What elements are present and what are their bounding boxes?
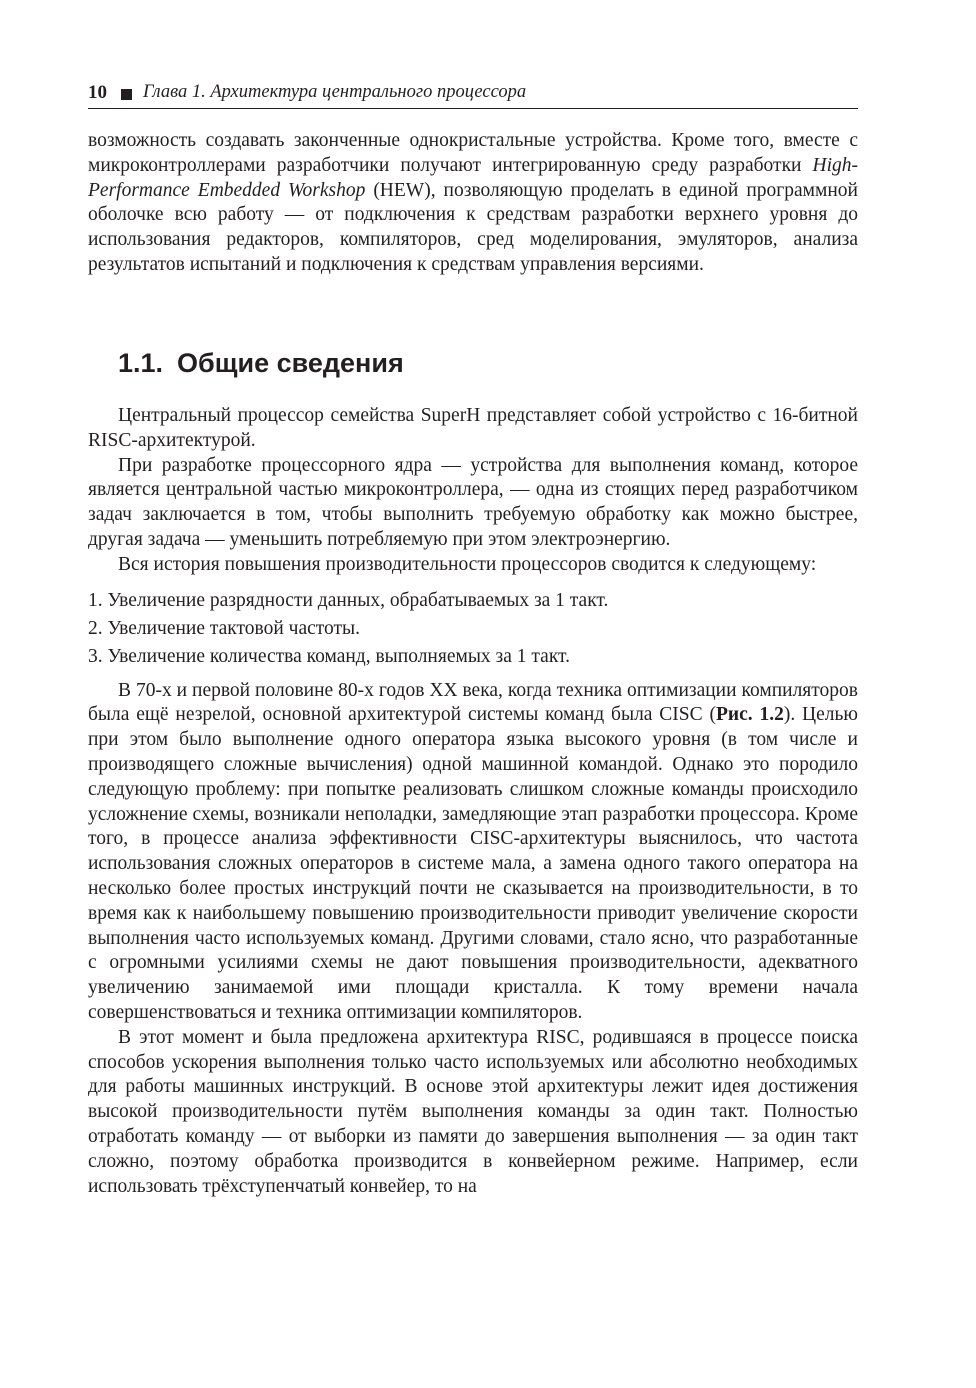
list-item: 1. Увеличение разрядности данных, обрабатываемых за 1 такт. <box>88 589 609 611</box>
figure-reference: Рис. 1.2 <box>715 704 784 726</box>
paragraph-3: Вся история повышения производительности процессоров сводится к следующему: <box>118 553 817 575</box>
list-item: 2. Увеличение тактовой частоты. <box>88 617 361 639</box>
hew-product-name: High-Performance Embedded Workshop <box>88 154 858 201</box>
intro-text-start: возможность создавать законченные однокристальные устройства. Кроме того, вместе с микроконтроллерами разработчики получают интегрированную среду разработки <box>88 130 858 176</box>
section-body <box>88 404 858 1199</box>
paragraph-2: При разработке процессорного ядра — устройства для выполнения команд, которое является центральной частью микроконтроллера, — одна из стоящих перед разработчиком задач заключается в том, чтобы выполнить требуемую обработку как можно быстрее, другая задача — уменьшить потребляемую при этом электроэнергию. <box>88 454 858 550</box>
chapter-title: Глава 1. Архитектура центрального процессора <box>143 82 527 102</box>
paragraph-4-start: В 70-х и первой половине 80-х годов XX века, когда техника оптимизации компиляторов была ещё незрелой, основной архитектурой системы команд была CISC ( <box>88 679 858 726</box>
paragraph-1: Центральный процессор семейства SuperH представляет собой устройство с 16-битной RISC-архитектурой. <box>88 405 858 451</box>
intro-paragraph <box>88 129 858 278</box>
square-bullet-icon <box>121 89 132 100</box>
list-item: 3. Увеличение количества команд, выполняемых за 1 такт. <box>88 645 570 667</box>
paragraph-4 <box>88 679 858 1026</box>
page-number: 10 <box>88 82 107 103</box>
running-header <box>88 82 858 109</box>
intro-text-end: (HEW), позволяющую проделать в единой программной оболочке всю работу — от подключения к средствам разработки верхнего уровня до использования редакторов, компиляторов, сред моделирования, эмуляторов, анализа результатов испытаний и подключения к средствам управления версиями. <box>88 179 858 275</box>
paragraph-4-end: ). Целью при этом было выполнение одного оператора языка высокого уровня (в том числе и производящего сложные вычисления) одной машинной командой. Однако это породило следующую проблему: при попытке реализовать слишком сложные команды происходило усложнение схемы, возникали неполадки, замедляющие этап разработки процессора. Кроме того, в процессе анализа эффективности CISC-архитектуры выяснилось, что частота использования сложных операторов в системе мала, а замена одного такого оператора на несколько более простых инструкций почти не сказывается на производительности, в то время как к наибольшему повышению производительности приводит увеличение скорости выполнения часто используемых команд. Другими словами, стало ясно, что разработанные с огромными усилиями схемы не дают повышения производительности, адекватного увеличению занимаемой ими площади кристалла. К тому времени начала совершенствоваться и техника оптимизации компиляторов. <box>88 704 858 1023</box>
section-number: 1.1. <box>118 348 164 378</box>
section-title: Общие сведения <box>177 348 404 378</box>
section-heading <box>118 348 404 379</box>
intro-paragraph-block <box>88 129 858 278</box>
numbered-list <box>88 587 858 671</box>
paragraph-5: В этот момент и была предложена архитектура RISC, родившаяся в процессе поиска способов ускорения выполнения только часто используемых или абсолютно необходимых для работы машинных инструкций. В основе этой архитектуры лежит идея достижения высокой производительности путём выполнения команды за один такт. Полностью отработать команду — от выборки из памяти до завершения выполнения — за один такт сложно, поэтому обработка производится в конвейерном режиме. Например, если использовать трёхступенчатый конвейер, то на <box>88 1026 858 1197</box>
